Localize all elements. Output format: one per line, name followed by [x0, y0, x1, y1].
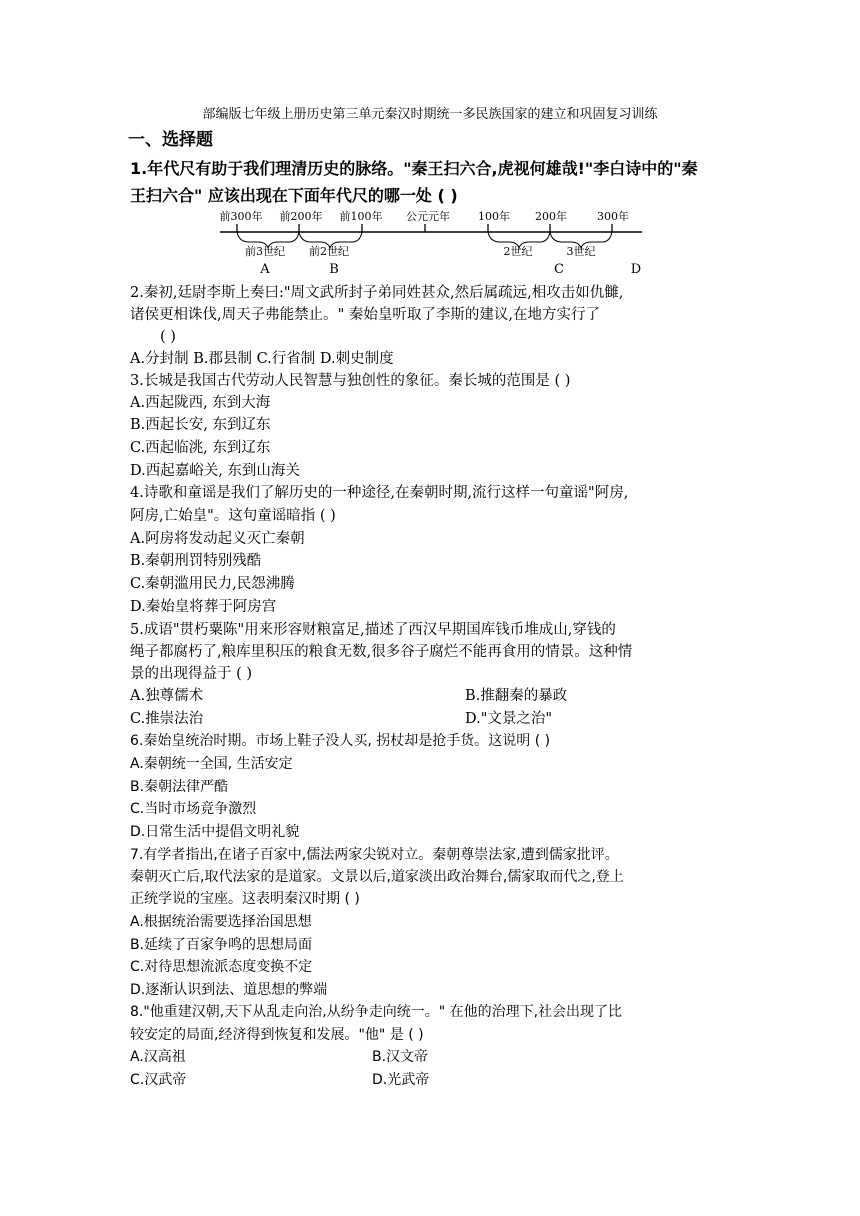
q7-stem-line2: 秦朝灭亡后,取代法家的是道家。文景以后,道家淡出政治舞台,儒家取而代之,登上 — [130, 869, 624, 885]
q7-option-b: B.延续了百家争鸣的思想局面 — [130, 937, 313, 953]
q6-option-c: C.当时市场竞争激烈 — [130, 801, 257, 817]
q8-option-d: D.光武帝 — [372, 1072, 430, 1088]
q4-option-c: C.秦朝滥用民力,民怨沸腾 — [130, 576, 295, 592]
tick-label: 公元元年 — [406, 210, 450, 223]
tick-label: 前200年 — [279, 210, 323, 223]
century-label: 3世纪 — [566, 245, 596, 258]
section-heading: 一、选择题 — [128, 130, 213, 150]
q5-option-c: C.推崇法治 — [130, 711, 204, 727]
q3-option-c: C.西起临洮, 东到辽东 — [130, 440, 271, 456]
q1-stem-line1: 1.年代尺有助于我们理清历史的脉络。"秦王扫六合,虎视何雄哉!"李白诗中的"秦 — [130, 159, 698, 178]
tick-label: 300年 — [597, 210, 629, 223]
q5-option-b: B.推翻秦的暴政 — [465, 688, 568, 704]
q7-option-c: C.对待思想流派态度变换不定 — [130, 959, 313, 975]
q4-option-b: B.秦朝刑罚特别残酷 — [130, 553, 262, 569]
q4-option-a: A.阿房将发动起义灭亡秦朝 — [130, 531, 305, 547]
choice-letter: A — [260, 262, 270, 277]
q3-option-b: B.西起长安, 东到辽东 — [130, 417, 271, 433]
choice-letter: D — [630, 262, 642, 277]
q4-stem-line1: 4.诗歌和童谣是我们了解历史的一种途径,在秦朝时期,流行这样一句童谣"阿房, — [130, 485, 629, 501]
q2-stem-line2: 诸侯更相诛伐,周天子弗能禁止。" 秦始皇听取了李斯的建议,在地方实行了 — [130, 307, 600, 323]
q2-stem-line1: 2.秦初,廷尉李斯上奏曰:"周文武所封子弟同姓甚众,然后属疏远,相攻击如仇雠, — [130, 285, 624, 301]
q6-stem: 6.秦始皇统治时期。市场上鞋子没人买, 拐杖却是抢手货。这说明 ( ) — [130, 733, 551, 749]
q2-answer-blank: ( ) — [160, 329, 176, 345]
q2-options: A.分封制 B.郡县制 C.行省制 D.刺史制度 — [130, 351, 394, 367]
q7-option-d: D.逐渐认识到法、道思想的弊端 — [130, 982, 328, 998]
timeline-ruler — [0, 208, 860, 278]
q4-option-d: D.秦始皇将葬于阿房宫 — [130, 599, 277, 615]
q5-stem-line1: 5.成语"贯朽粟陈"用来形容财粮富足,描述了西汉早期国库钱币堆成山,穿钱的 — [130, 622, 616, 638]
tick-label: 前300年 — [219, 210, 263, 223]
century-label: 前2世纪 — [309, 245, 349, 258]
q1-stem-line2: 王扫六合" 应该出现在下面年代尺的哪一处 ( ) — [130, 186, 458, 205]
choice-letter: C — [554, 262, 564, 277]
century-label: 2世纪 — [503, 245, 533, 258]
q3-option-a: A.西起陇西, 东到大海 — [130, 395, 271, 411]
q6-option-d: D.日常生活中提倡文明礼貌 — [130, 824, 300, 840]
tick-label: 100年 — [478, 210, 510, 223]
q8-option-a: A.汉高祖 — [130, 1049, 186, 1065]
q7-stem-line3: 正统学说的宝座。这表明秦汉时期 ( ) — [130, 891, 360, 907]
q7-option-a: A.根据统治需要选择治国思想 — [130, 914, 312, 930]
q4-stem-line2: 阿房,亡始皇"。这句童谣暗指 ( ) — [130, 508, 336, 524]
q3-option-d: D.西起嘉峪关, 东到山海关 — [130, 463, 300, 479]
q5-option-d: D."文景之治" — [465, 711, 553, 727]
tick-label: 200年 — [535, 210, 567, 223]
q5-stem-line3: 景的出现得益于 ( ) — [130, 666, 253, 682]
q8-stem-line2: 较安定的局面,经济得到恢复和发展。"他" 是 ( ) — [130, 1027, 424, 1043]
q5-stem-line2: 绳子都腐朽了,粮库里积压的粮食无数,很多谷子腐烂不能再食用的情景。这种情 — [130, 644, 633, 660]
q8-option-b: B.汉文帝 — [372, 1049, 429, 1065]
q6-option-b: B.秦朝法律严酷 — [130, 779, 229, 795]
tick-label: 前100年 — [339, 210, 383, 223]
q8-option-c: C.汉武帝 — [130, 1072, 187, 1088]
q5-option-a: A.独尊儒术 — [130, 688, 204, 704]
q3-stem: 3.长城是我国古代劳动人民智慧与独创性的象征。秦长城的范围是 ( ) — [130, 373, 571, 389]
q8-stem-line1: 8."他重建汉朝,天下从乱走向治,从纷争走向统一。" 在他的治理下,社会出现了比 — [130, 1004, 623, 1020]
q6-option-a: A.秦朝统一全国, 生活安定 — [130, 756, 293, 772]
choice-letter: B — [329, 262, 339, 277]
q7-stem-line1: 7.有学者指出,在诸子百家中,儒法两家尖锐对立。秦朝尊崇法家,遭到儒家批评。 — [130, 847, 619, 863]
document-title: 部编版七年级上册历史第三单元秦汉时期统一多民族国家的建立和巩固复习训练 — [202, 107, 658, 122]
century-label: 前3世纪 — [245, 245, 285, 258]
